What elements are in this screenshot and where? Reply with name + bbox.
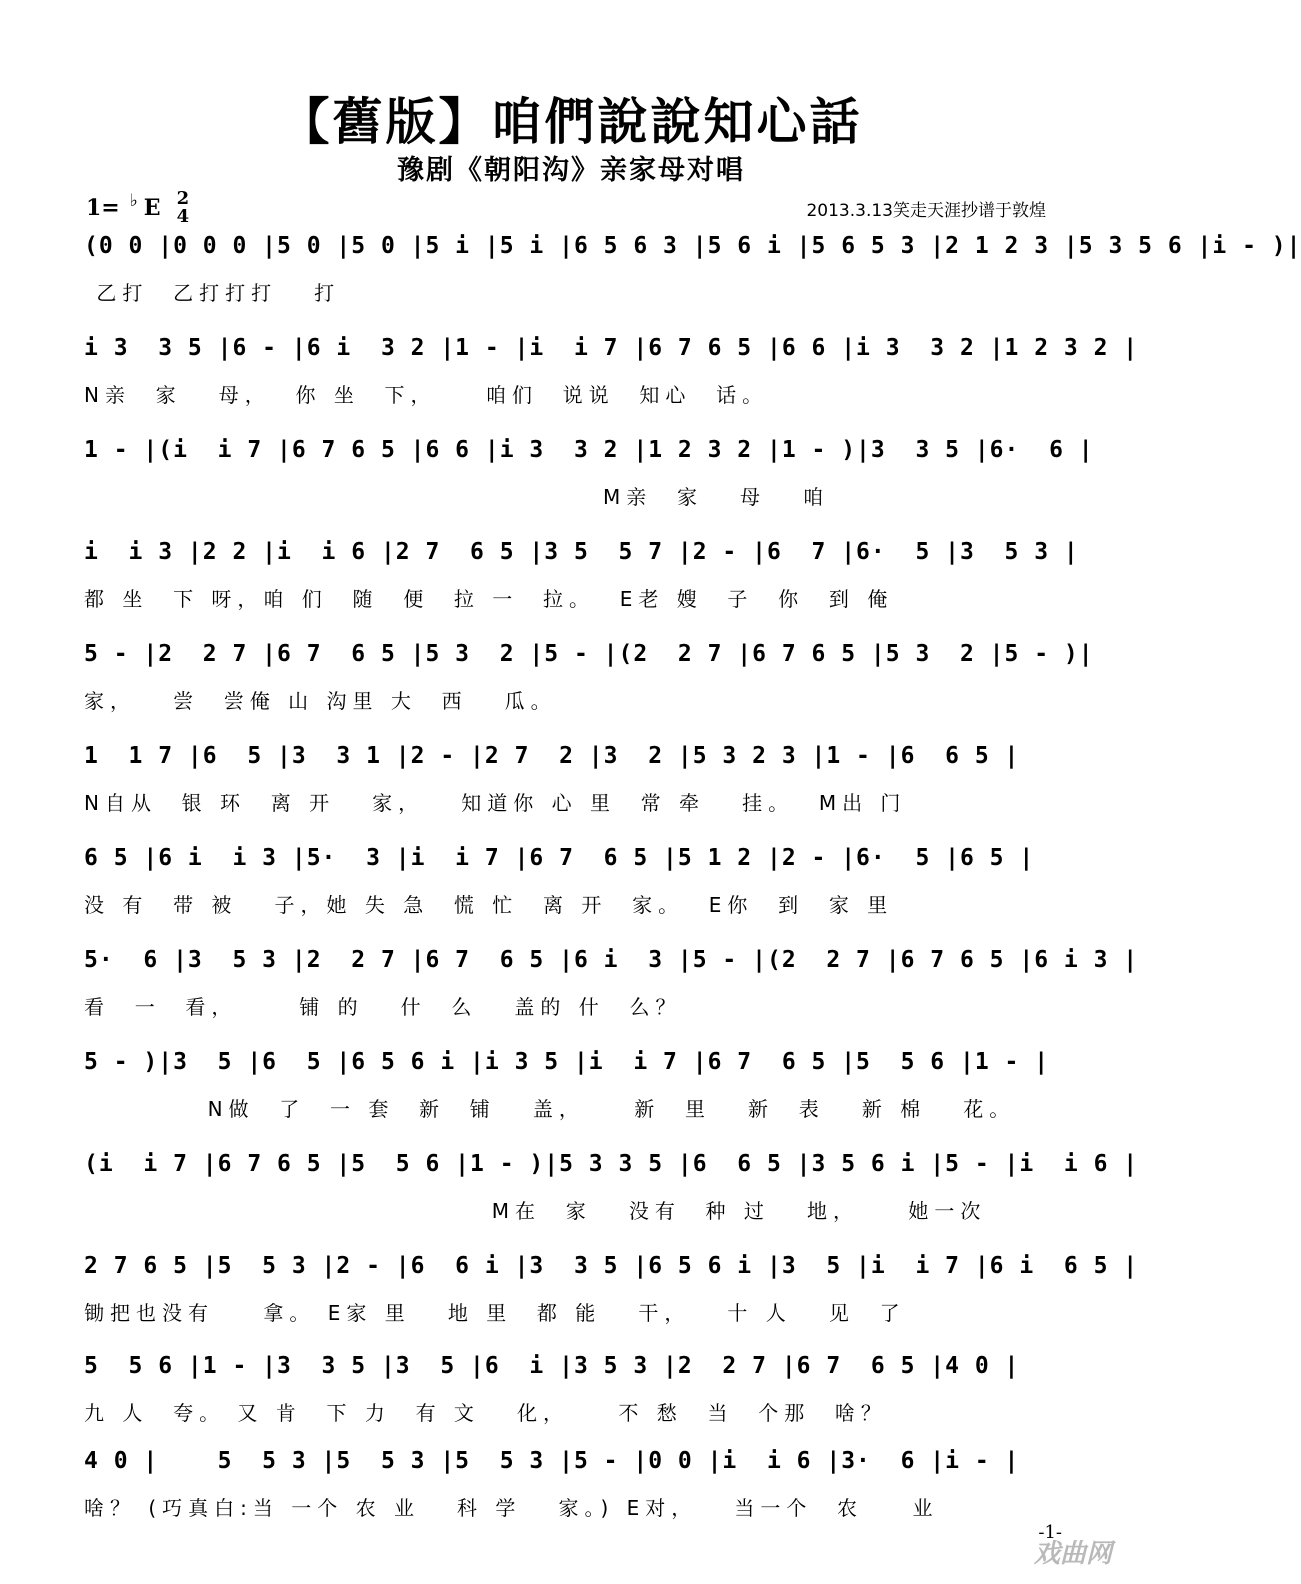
song-subtitle: 豫剧《朝阳沟》亲家母对唱	[397, 155, 745, 186]
key-signature	[86, 188, 189, 228]
lyrics-row: N做 了 一 套 新 铺 盖， 新 里 新 表 新 棉 花。	[84, 1097, 1016, 1121]
time-bottom: 4	[176, 206, 190, 227]
watermark-logo: 戏曲网	[1033, 1539, 1112, 1569]
score-line-1	[84, 233, 1301, 309]
transcriber-credit: 2013.3.13笑走天涯抄谱于敦煌	[806, 201, 1046, 221]
score-line-10	[84, 1151, 1139, 1227]
score-line-4	[84, 539, 1079, 615]
score-line-13	[84, 1448, 1062, 1524]
lyrics-row: 没 有 带 被 子，她 失 急 慌 忙 离 开 家。 E你 到 家 里	[84, 893, 894, 917]
notes-row: 5 - )|3 5 |6 5 |6 5 6 i |i 3 5 |i i 7 |6 7 6 5 |5 5 6 |1 - |	[84, 1049, 1050, 1075]
score-line-5	[84, 641, 1094, 717]
key-prefix: 1=	[86, 195, 120, 221]
score-line-8	[84, 947, 1139, 1023]
lyrics-row: 啥？ (巧真白:当 一个 农 业 科 学 家。) E对， 当一个 农 业	[84, 1496, 939, 1520]
score-line-2	[84, 335, 1139, 411]
time-signature	[177, 190, 190, 226]
notes-row: (0 0 |0 0 0 |5 0 |5 0 |5 i |5 i |6 5 6 3 |5 6 i |5 6 5 3 |2 1 2 3 |5 3 5 6 |i - )|	[84, 233, 1301, 259]
lyrics-row: N亲 家 母， 你 坐 下， 咱们 说说 知心 话。	[84, 383, 769, 407]
lyrics-row: 家， 尝 尝俺 山 沟里 大 西 瓜。	[84, 689, 557, 713]
lyrics-row: 锄把也没有 拿。 E家 里 地 里 都 能 干， 十 人 见 了	[84, 1301, 906, 1325]
notes-row: (i i 7 |6 7 6 5 |5 5 6 |1 - )|5 3 3 5 |6 6 5 |3 5 6 i |5 - |i i 6 |	[84, 1151, 1139, 1177]
notes-row: 4 0 | 5 5 3 |5 5 3 |5 5 3 |5 - |0 0 |i i 6 |3· 6 |i - |	[84, 1448, 1020, 1474]
notes-row: i 3 3 5 |6 - |6 i 3 2 |1 - |i i 7 |6 7 6 5 |6 6 |i 3 3 2 |1 2 3 2 |	[84, 335, 1139, 361]
notes-row: 1 1 7 |6 5 |3 3 1 |2 - |2 7 2 |3 2 |5 3 2 3 |1 - |6 6 5 |	[84, 743, 1020, 769]
flat-sign: ♭	[129, 191, 138, 211]
song-title: 【舊版】咱們說說知心話	[279, 93, 863, 151]
notes-row: i i 3 |2 2 |i i 6 |2 7 6 5 |3 5 5 7 |2 - |6 7 |6· 5 |3 5 3 |	[84, 539, 1079, 565]
notes-row: 6 5 |6 i i 3 |5· 3 |i i 7 |6 7 6 5 |5 1 2 |2 - |6· 5 |6 5 |	[84, 845, 1035, 871]
notes-row: 5 5 6 |1 - |3 3 5 |3 5 |6 i |3 5 3 |2 2 7 |6 7 6 5 |4 0 |	[84, 1353, 1020, 1379]
lyrics-row: 乙打 乙打打打 打	[84, 281, 341, 305]
score-line-11	[84, 1253, 1139, 1329]
score-line-3	[84, 437, 1094, 513]
score-line-6	[84, 743, 1062, 819]
lyrics-row: 都 坐 下 呀，咱 们 随 便 拉 一 拉。 E老 嫂 子 你 到 俺	[84, 587, 894, 611]
score-line-7	[84, 845, 1062, 921]
notes-row: 2 7 6 5 |5 5 3 |2 - |6 6 i |3 3 5 |6 5 6 i |3 5 |i i 7 |6 i 6 5 |	[84, 1253, 1139, 1279]
notes-row: 5· 6 |3 5 3 |2 2 7 |6 7 6 5 |6 i 3 |5 - |(2 2 7 |6 7 6 5 |6 i 3 |	[84, 947, 1139, 973]
lyrics-row: M亲 家 母 咱	[84, 485, 830, 509]
lyrics-row: 九 人 夸。 又 肯 下 力 有 文 化， 不 愁 当 个那 啥？	[84, 1401, 887, 1425]
score-line-12	[84, 1353, 1062, 1429]
key-tonic: E	[143, 195, 161, 221]
page-number: -1-	[1038, 1522, 1062, 1543]
notes-row: 5 - |2 2 7 |6 7 6 5 |5 3 2 |5 - |(2 2 7 |6 7 6 5 |5 3 2 |5 - )|	[84, 641, 1094, 667]
lyrics-row: N自从 银 环 离 开 家， 知道你 心 里 常 牵 挂。 M出 门	[84, 791, 907, 815]
notes-row: 1 - |(i i 7 |6 7 6 5 |6 6 |i 3 3 2 |1 2 3 2 |1 - )|3 3 5 |6· 6 |	[84, 437, 1094, 463]
score-line-9	[84, 1049, 1062, 1125]
time-top: 2	[176, 188, 190, 209]
lyrics-row: M在 家 没有 种 过 地， 她一次	[84, 1199, 987, 1223]
lyrics-row: 看 一 看， 铺 的 什 么 盖的 什 么？	[84, 995, 682, 1019]
